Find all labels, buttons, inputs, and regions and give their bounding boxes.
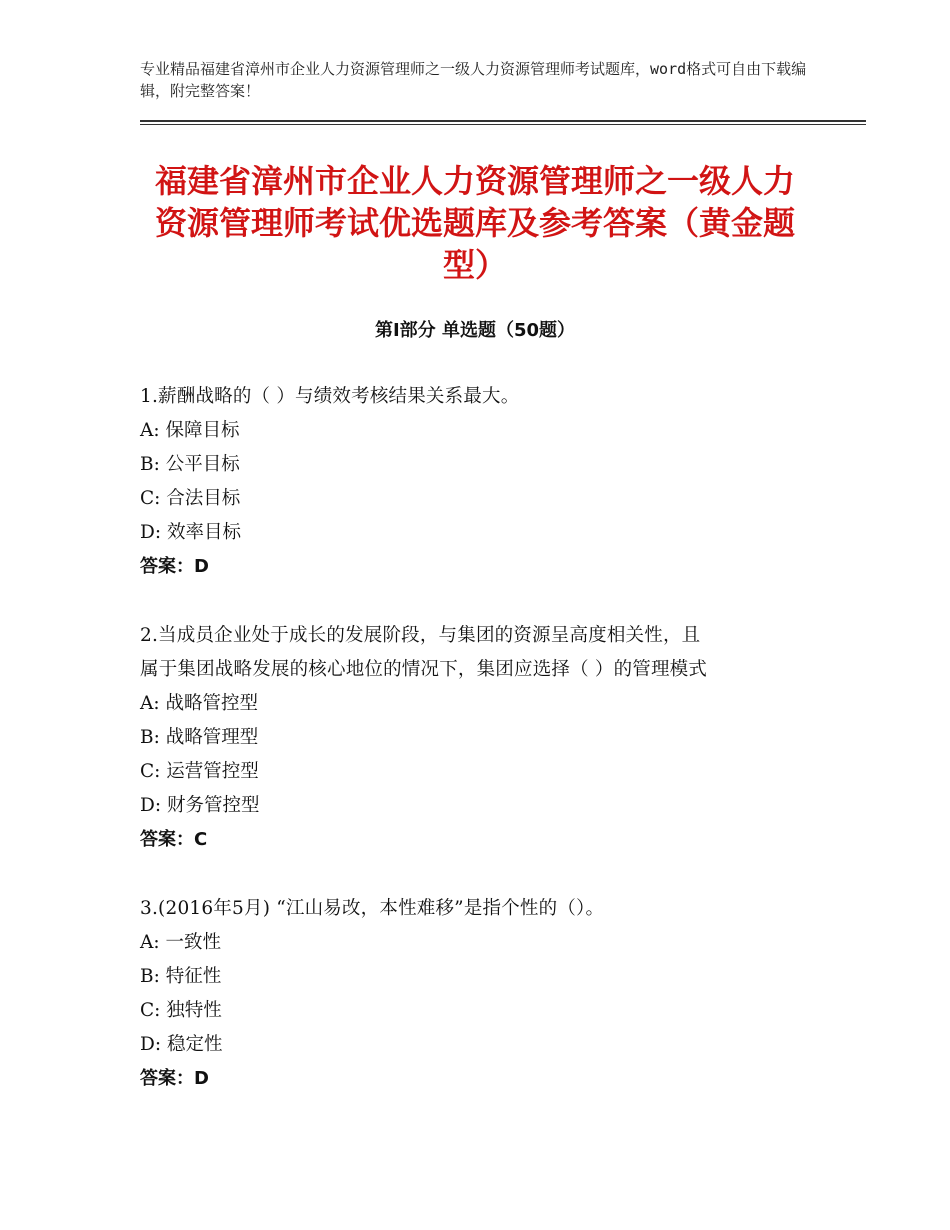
option-c: C: 运营管控型 xyxy=(140,761,259,782)
header-divider-thin xyxy=(140,124,866,125)
option-d: D: 稳定性 xyxy=(140,1034,223,1055)
document-title: 福建省漳州市企业人力资源管理师之一级人力资源管理师考试优选题库及参考答案（黄金题型） xyxy=(154,162,795,284)
option-b: B: 战略管理型 xyxy=(140,727,259,748)
option-a: A: 战略管控型 xyxy=(140,693,258,714)
option-b: B: 公平目标 xyxy=(140,454,240,475)
question-stem-line: 属于集团战略发展的核心地位的情况下，集团应选择（ ）的管理模式 xyxy=(140,659,708,680)
question-stem xyxy=(140,619,820,687)
option-c: C: 独特性 xyxy=(140,1000,222,1021)
option-a: A: 保障目标 xyxy=(140,420,240,441)
answer: 答案：D xyxy=(140,556,209,577)
answer: 答案：D xyxy=(140,1068,209,1089)
question-stem-line: 2.当成员企业处于成长的发展阶段，与集团的资源呈高度相关性，且 xyxy=(140,625,701,646)
option-b: B: 特征性 xyxy=(140,966,222,987)
option-c: C: 合法目标 xyxy=(140,488,241,509)
question-stem-line: 3.(2016年5月) “江山易改，本性难移”是指个性的（）。 xyxy=(140,898,605,919)
section-title: 第Ⅰ部分 单选题（50题） xyxy=(374,320,575,341)
question-2 xyxy=(140,619,820,857)
header-divider xyxy=(140,120,866,122)
option-a: A: 一致性 xyxy=(140,932,221,953)
question-3 xyxy=(140,892,820,1096)
option-d: D: 财务管控型 xyxy=(140,795,260,816)
option-d: D: 效率目标 xyxy=(140,522,241,543)
header-note: 专业精品福建省漳州市企业人力资源管理师之一级人力资源管理师考试题库，word格式可自由下载编辑，附完整答案！ xyxy=(140,60,807,100)
answer: 答案：C xyxy=(140,829,208,850)
question-stem xyxy=(140,380,820,414)
question-stem-line: 1.薪酬战略的（ ）与绩效考核结果关系最大。 xyxy=(140,386,520,407)
question-1 xyxy=(140,380,820,584)
question-stem xyxy=(140,892,820,926)
